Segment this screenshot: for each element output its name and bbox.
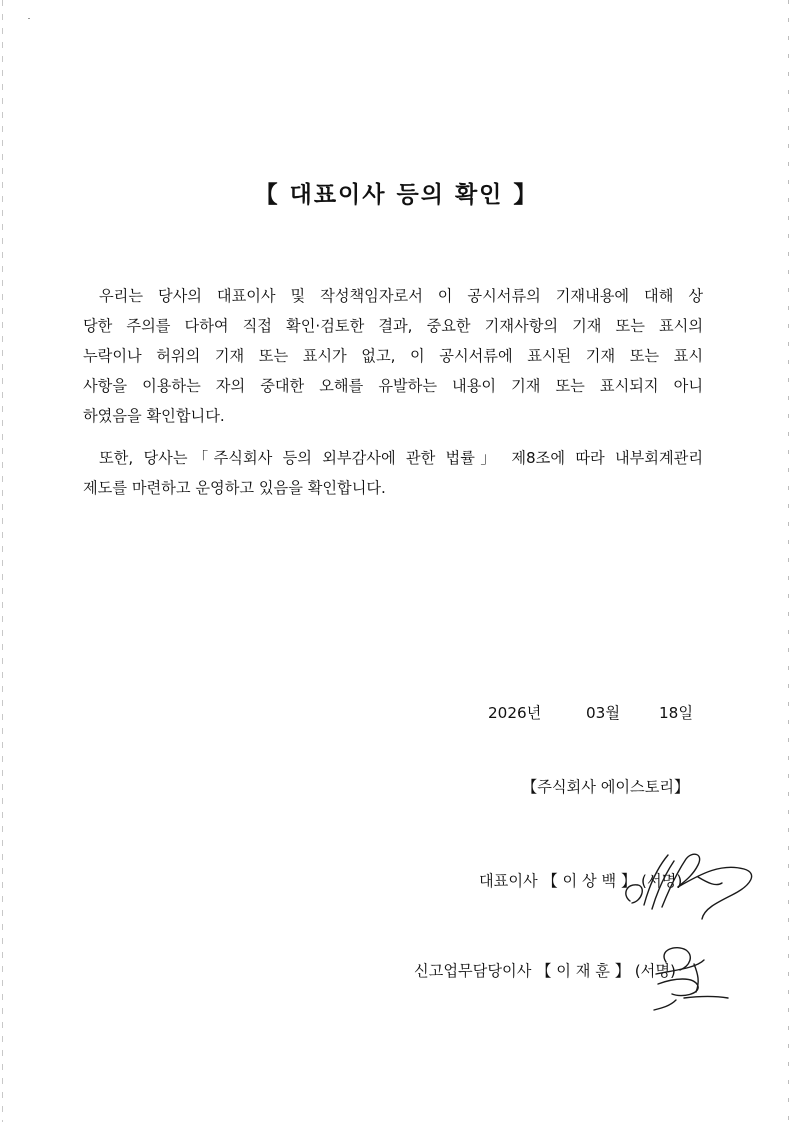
ceo-name: 【 이 상 백 】 bbox=[542, 872, 637, 890]
company-name: 【주식회사 에이스토리】 bbox=[522, 778, 690, 796]
ceo-sign-mark: (서명) bbox=[641, 872, 683, 890]
paragraph-2-line: 제도를 마련하고 운영하고 있음을 확인합니다. bbox=[83, 479, 386, 497]
director-role: 신고업무담당이사 bbox=[414, 962, 532, 980]
paragraph-2-line: 또한, 당사는「주식회사 등의 외부감사에 관한 법률」 제8조에 따라 내부회계관리 bbox=[99, 449, 703, 467]
scan-speck bbox=[28, 18, 30, 19]
document-title: 【 대표이사 등의 확인 】 bbox=[254, 182, 539, 208]
paragraph-1-line: 우리는 당사의 대표이사 및 작성책임자로서 이 공시서류의 기재내용에 대해 상 bbox=[99, 287, 703, 305]
scan-edge-right bbox=[788, 0, 789, 1122]
confirmation-body bbox=[83, 281, 703, 503]
paragraph-1-line: 당한 주의를 다하여 직접 확인·검토한 결과, 중요한 기재사항의 기재 또는 표시의 bbox=[83, 317, 703, 335]
paragraph-1 bbox=[83, 281, 703, 431]
paragraph-1-line: 하였음을 확인합니다. bbox=[83, 407, 225, 425]
scan-edge-left bbox=[2, 0, 3, 1122]
ceo-role: 대표이사 bbox=[479, 872, 538, 890]
director-handwritten-signature bbox=[636, 940, 736, 1016]
ceo-handwritten-signature bbox=[612, 843, 762, 933]
paragraph-1-line: 사항을 이용하는 자의 중대한 오해를 유발하는 내용이 기재 또는 표시되지 아니 bbox=[83, 377, 703, 395]
director-name: 【 이 재 훈 】 bbox=[536, 962, 630, 980]
date-year: 2026년 bbox=[488, 704, 542, 722]
paragraph-2 bbox=[83, 443, 703, 503]
director-sign-mark: (서명) bbox=[634, 962, 676, 980]
paragraph-1-line: 누락이나 허위의 기재 또는 표시가 없고, 이 공시서류에 표시된 기재 또는 표시 bbox=[83, 347, 703, 365]
date-day: 18일 bbox=[659, 704, 693, 722]
date-month: 03월 bbox=[586, 704, 620, 722]
